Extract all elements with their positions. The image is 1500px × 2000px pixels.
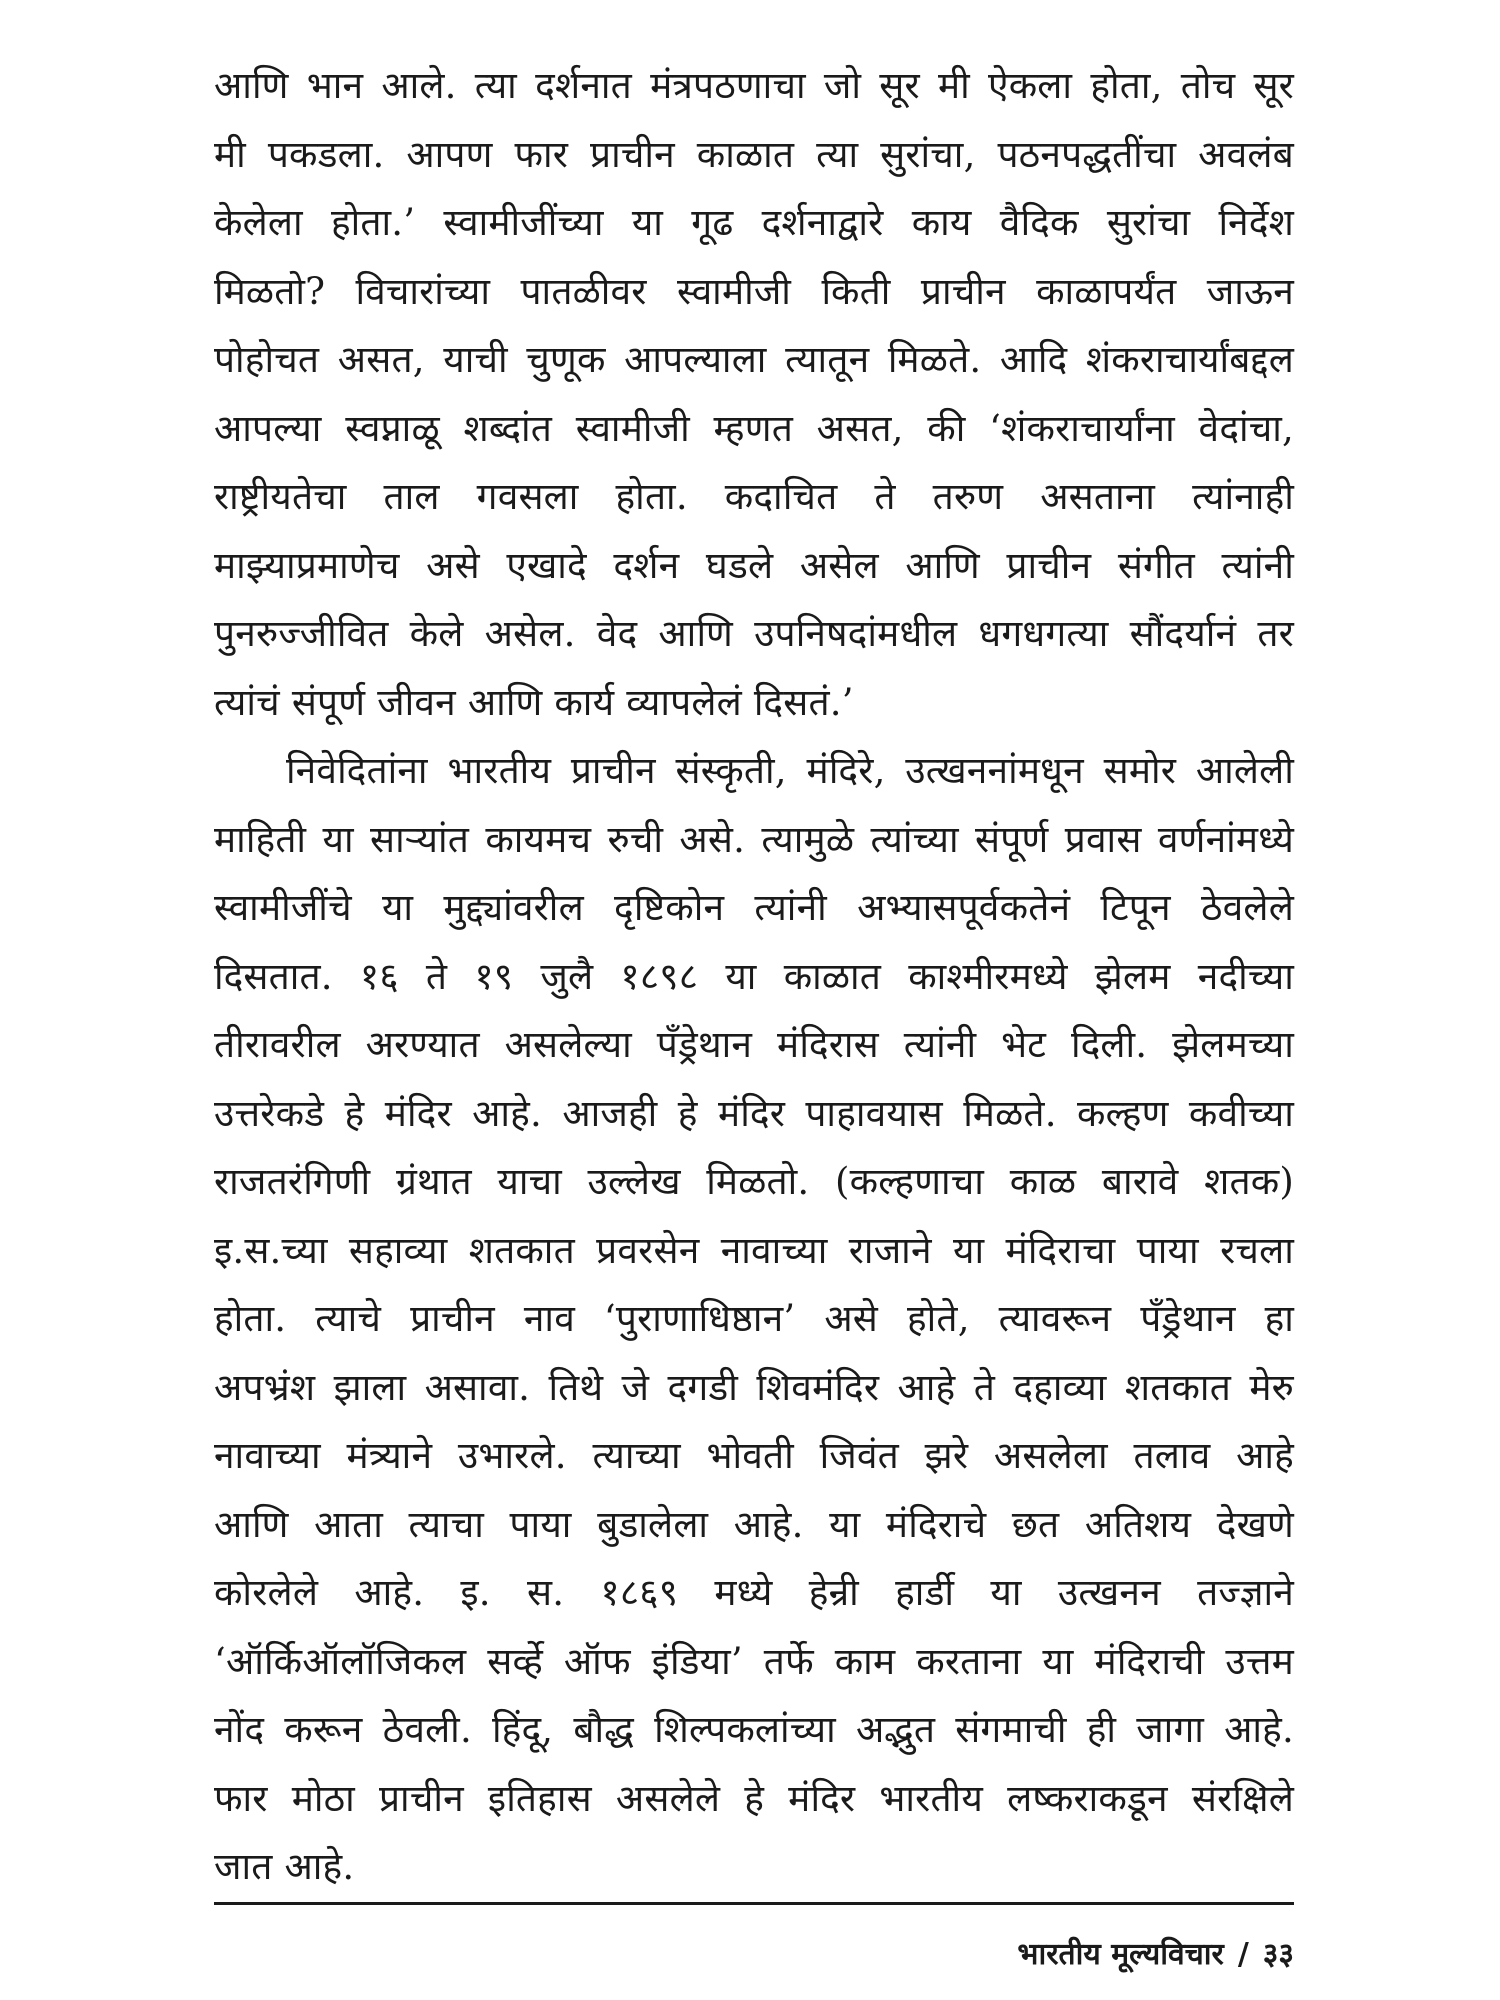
text-line: केलेला होता.’ स्वामीजींच्या या गूढ दर्शनाद्वारे काय वैदिक सुरांचा निर्देश [214,201,1294,244]
text-line: अपभ्रंश झाला असावा. तिथे जे दगडी शिवमंदिर आहे ते दहाव्या शतकात मेरु [214,1365,1294,1409]
text-line: कोरलेले आहे. इ. स. १८६९ मध्ये हेन्री हार्डी या उत्खनन तज्ज्ञाने [214,1571,1294,1614]
book-title: भारतीय मूल्यविचार [1017,1937,1224,1972]
text-line: आणि आता त्याचा पाया बुडालेला आहे. या मंदिराचे छत अतिशय देखणे [214,1502,1294,1546]
text-line: नावाच्या मंत्र्याने उभारले. त्याच्या भोवती जिवंत झरे असलेला तलाव आहे [214,1434,1294,1477]
text-line: माझ्याप्रमाणेच असे एखादे दर्शन घडले असेल आणि प्राचीन संगीत त्यांनी [214,543,1294,587]
page-body [214,52,1294,1902]
text-line: राष्ट्रीयतेचा ताल गवसला होता. कदाचित ते तरुण असताना त्यांनाही [214,475,1294,518]
text-line: राजतरंगिणी ग्रंथात याचा उल्लेख मिळतो. (कल्हणाचा काळ बारावे शतक) [214,1160,1294,1203]
text-line: मिळतो? विचारांच्या पातळीवर स्वामीजी किती प्राचीन काळापर्यंत जाऊन [214,269,1294,313]
text-line: स्वामीजींचे या मुद्द्यांवरील दृष्टिकोन त्यांनी अभ्यासपूर्वकतेनं टिपून ठेवलेले [214,886,1294,929]
text-line: इ.स.च्या सहाव्या शतकात प्रवरसेन नावाच्या राजाने या मंदिराचा पाया रचला [214,1228,1294,1272]
text-line: पोहोचत असत, याची चुणूक आपल्याला त्यातून मिळते. आदि शंकराचार्यांबद्दल [214,338,1294,381]
paragraph-1 [214,52,1294,737]
text-line: पुनरुज्जीवित केले असेल. वेद आणि उपनिषदांमधील धगधगत्या सौंदर्यानं तर [214,612,1294,655]
paragraph-2 [214,737,1294,1902]
page-footer [1017,1932,1294,1973]
text-line: आपल्या स्वप्नाळू शब्दांत स्वामीजी म्हणत असत, की ‘शंकराचार्यांना वेदांचा, [214,406,1294,450]
text-line: नोंद करून ठेवली. हिंदू, बौद्ध शिल्पकलांच्या अद्भुत संगमाची ही जागा आहे. [214,1708,1294,1751]
text-line: ‘ऑर्किऑलॉजिकल सर्व्हे ऑफ इंडिया’ तर्फे काम करताना या मंदिराची उत्तम [214,1639,1294,1683]
footer-divider [214,1902,1294,1905]
text-line: दिसतात. १६ ते १९ जुलै १८९८ या काळात काश्मीरमध्ये झेलम नदीच्या [214,954,1294,998]
text-line: निवेदितांना भारतीय प्राचीन संस्कृती, मंदिरे, उत्खननांमधून समोर आलेली [286,749,1294,792]
text-line: आणि भान आले. त्या दर्शनात मंत्रपठणाचा जो सूर मी ऐकला होता, तोच सूर [214,64,1294,107]
text-line: तीरावरील अरण्यात असलेल्या पँड्रेथान मंदिरास त्यांनी भेट दिली. झेलमच्या [214,1023,1294,1066]
text-line: माहिती या साऱ्यांत कायमच रुची असे. त्यामुळे त्यांच्या संपूर्ण प्रवास वर्णनांमध्ये [214,817,1294,861]
footer-separator: / [1237,1937,1249,1972]
text-line: होता. त्याचे प्राचीन नाव ‘पुराणाधिष्ठान’ असे होते, त्यावरून पँड्रेथान हा [214,1297,1294,1340]
text-line: त्यांचं संपूर्ण जीवन आणि कार्य व्यापलेलं दिसतं.’ [214,680,854,724]
text-line: फार मोठा प्राचीन इतिहास असलेले हे मंदिर भारतीय लष्कराकडून संरक्षिले [214,1776,1294,1820]
text-line: उत्तरेकडे हे मंदिर आहे. आजही हे मंदिर पाहावयास मिळते. कल्हण कवीच्या [214,1091,1294,1135]
text-line: जात आहे. [214,1845,355,1888]
page-number: ३३ [1262,1937,1294,1972]
text-line: मी पकडला. आपण फार प्राचीन काळात त्या सुरांचा, पठनपद्धतींचा अवलंब [214,132,1294,176]
